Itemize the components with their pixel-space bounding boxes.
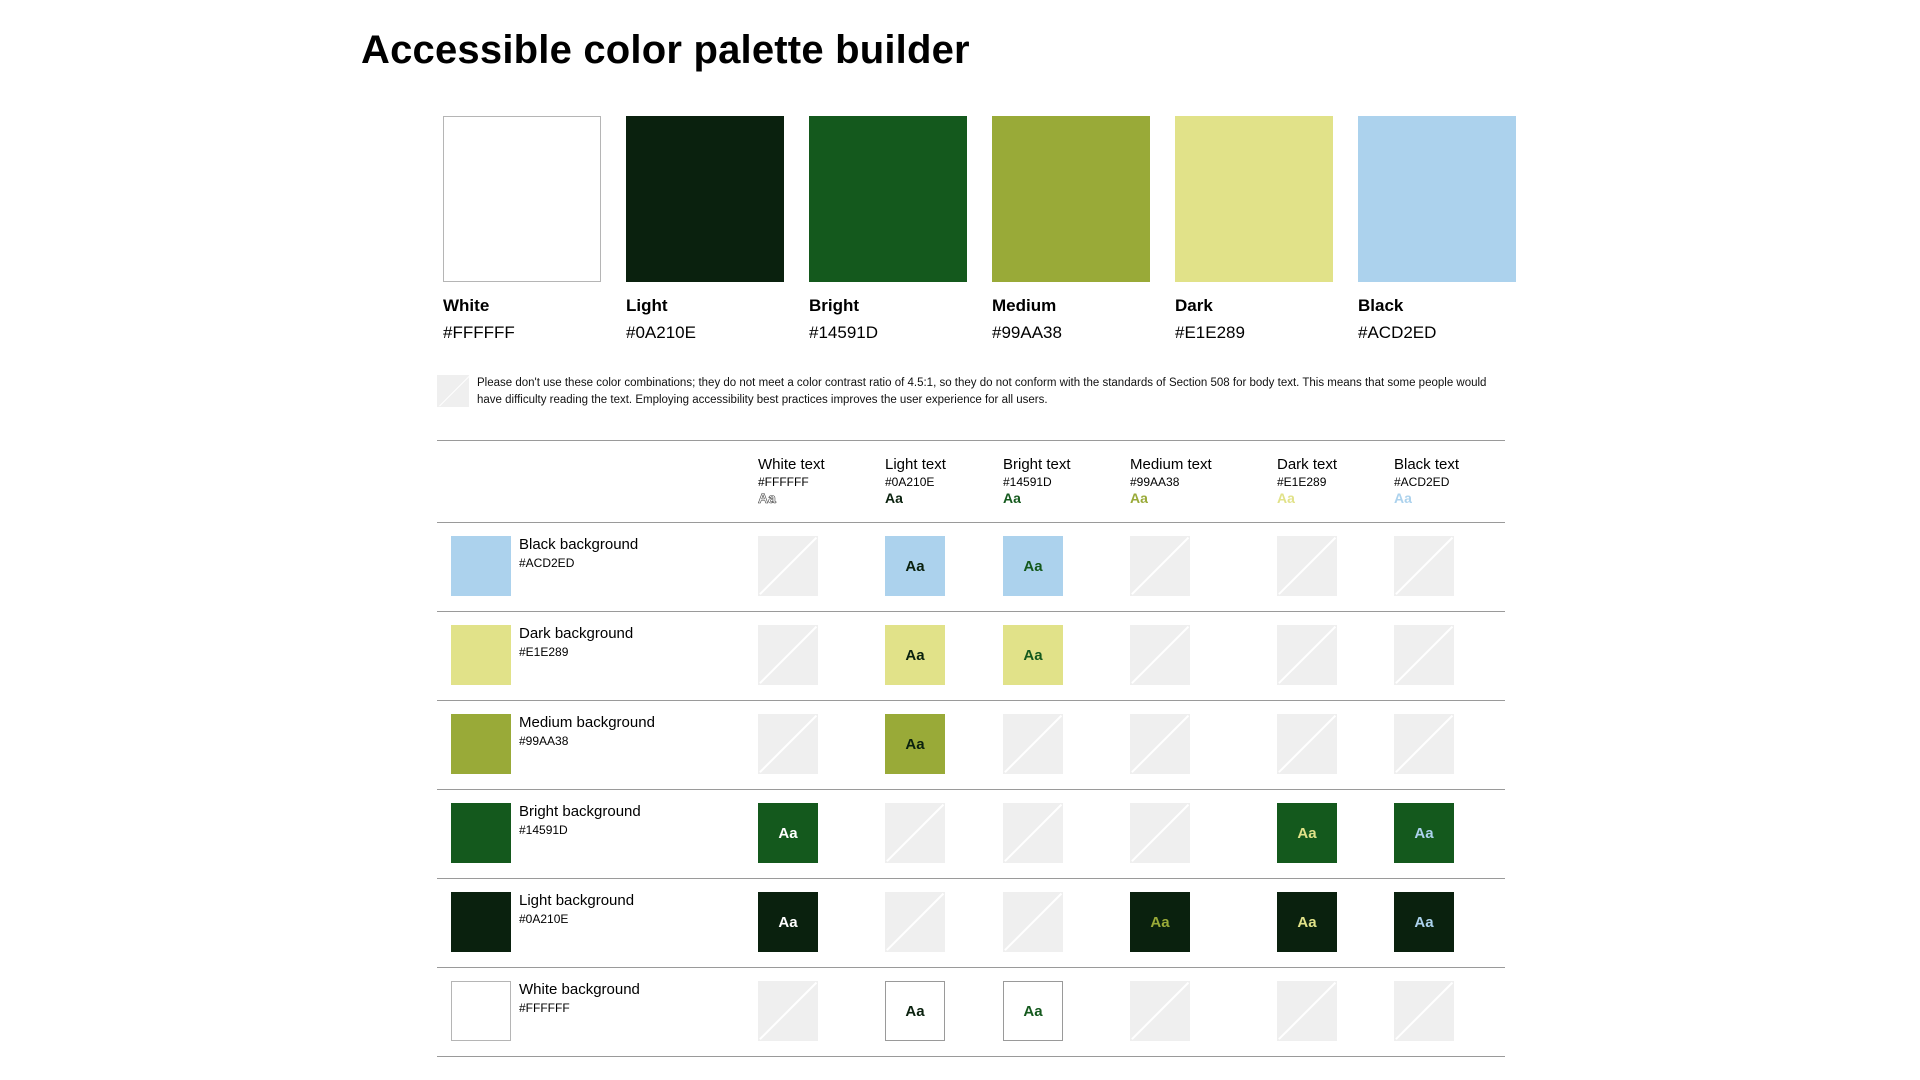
- contrast-matrix: [437, 440, 1505, 1057]
- fail-combination-icon: [1003, 803, 1063, 863]
- matrix-row-white-background: [437, 968, 1505, 1056]
- swatch-name: Bright: [809, 296, 860, 315]
- contrast-sample: Aa: [885, 714, 945, 774]
- column-header-bright-text: [1003, 456, 1071, 506]
- contrast-sample: Aa: [885, 625, 945, 685]
- row-label: [519, 803, 641, 838]
- contrast-sample: Aa: [1130, 892, 1190, 952]
- fail-combination-icon: [1277, 536, 1337, 596]
- fail-combination-icon: [758, 714, 818, 774]
- column-label: Black text: [1394, 456, 1460, 473]
- text-sample: Aa: [758, 490, 776, 506]
- column-hex: #E1E289: [1277, 475, 1327, 489]
- column-header-black-text: [1394, 456, 1459, 506]
- fail-combination-icon: [758, 536, 818, 596]
- contrast-sample: Aa: [1003, 536, 1063, 596]
- fail-combination-icon: [1130, 981, 1190, 1041]
- fail-combination-icon: [1394, 536, 1454, 596]
- background-label: Dark background: [519, 625, 634, 642]
- fail-combination-icon: [885, 803, 945, 863]
- row-label: [519, 981, 640, 1016]
- color-swatch: [992, 116, 1150, 282]
- column-label: Medium text: [1130, 456, 1212, 473]
- background-hex: #0A210E: [519, 912, 569, 926]
- row-label: [519, 625, 633, 660]
- background-hex: #14591D: [519, 823, 568, 837]
- fail-combination-icon: [1394, 714, 1454, 774]
- swatch-hex: #ACD2ED: [1358, 323, 1437, 342]
- palette-swatch-white: [443, 116, 626, 343]
- background-hex: #ACD2ED: [519, 556, 575, 570]
- matrix-header: [437, 441, 1505, 522]
- color-swatch: [626, 116, 784, 282]
- swatch-name: Light: [626, 296, 668, 315]
- contrast-sample: Aa: [758, 803, 818, 863]
- contrast-sample: Aa: [885, 981, 945, 1041]
- fail-combination-icon: [1277, 625, 1337, 685]
- fail-example-icon: [437, 375, 469, 407]
- fail-combination-icon: [1277, 714, 1337, 774]
- column-hex: #0A210E: [885, 475, 935, 489]
- matrix-body: [437, 523, 1505, 1057]
- contrast-sample: Aa: [1277, 892, 1337, 952]
- color-swatch: [1358, 116, 1516, 282]
- fail-combination-icon: [1277, 981, 1337, 1041]
- palette-swatch-dark: [1175, 116, 1358, 343]
- background-hex: #99AA38: [519, 734, 569, 748]
- palette-swatch-black: [1358, 116, 1541, 343]
- swatch-name: Dark: [1175, 296, 1213, 315]
- fail-combination-icon: [1130, 714, 1190, 774]
- text-sample: Aa: [1130, 490, 1148, 506]
- matrix-row-dark-background: [437, 612, 1505, 700]
- background-swatch: [451, 714, 511, 774]
- color-swatch: [1175, 116, 1333, 282]
- background-hex: #E1E289: [519, 645, 569, 659]
- color-swatch: [443, 116, 601, 282]
- column-label: Bright text: [1003, 456, 1071, 473]
- divider: [437, 1056, 1505, 1057]
- palette-swatches: [443, 116, 1541, 343]
- palette-swatch-bright: [809, 116, 992, 343]
- matrix-row-light-background: [437, 879, 1505, 967]
- fail-combination-icon: [758, 625, 818, 685]
- swatch-hex: #14591D: [809, 323, 879, 342]
- column-label: White text: [758, 456, 825, 473]
- matrix-row-black-background: [437, 523, 1505, 611]
- contrast-sample: Aa: [1277, 803, 1337, 863]
- background-hex: #FFFFFF: [519, 1001, 570, 1015]
- column-label: Dark text: [1277, 456, 1338, 473]
- fail-combination-icon: [1130, 625, 1190, 685]
- fail-combination-icon: [1003, 892, 1063, 952]
- fail-combination-icon: [758, 981, 818, 1041]
- column-hex: #FFFFFF: [758, 475, 809, 489]
- background-label: Medium background: [519, 714, 655, 731]
- color-swatch: [809, 116, 967, 282]
- fail-combination-icon: [1130, 536, 1190, 596]
- swatch-hex: #FFFFFF: [443, 323, 515, 342]
- column-hex: #ACD2ED: [1394, 475, 1450, 489]
- column-label: Light text: [885, 456, 946, 473]
- background-swatch: [451, 803, 511, 863]
- palette-swatch-light: [626, 116, 809, 343]
- background-swatch: [451, 536, 511, 596]
- background-swatch: [451, 892, 511, 952]
- contrast-sample: Aa: [885, 536, 945, 596]
- swatch-hex: #0A210E: [626, 323, 696, 342]
- fail-combination-icon: [1394, 625, 1454, 685]
- contrast-notice: [437, 375, 1505, 409]
- background-label: White background: [519, 981, 640, 998]
- swatch-name: Black: [1358, 296, 1404, 315]
- column-header-medium-text: [1130, 456, 1212, 506]
- row-label: [519, 892, 634, 927]
- background-label: Bright background: [519, 803, 641, 820]
- contrast-sample: Aa: [1003, 625, 1063, 685]
- column-header-dark-text: [1277, 456, 1337, 506]
- text-sample: Aa: [1003, 490, 1021, 506]
- matrix-row-medium-background: [437, 701, 1505, 789]
- text-sample: Aa: [1394, 490, 1412, 506]
- background-label: Black background: [519, 536, 639, 553]
- column-hex: #99AA38: [1130, 475, 1180, 489]
- row-label: [519, 536, 638, 571]
- contrast-sample: Aa: [1394, 803, 1454, 863]
- notice-text: Please don't use these color combinations; they do not meet a color contrast ratio of 4.5:1, so they do not conform with the standards of Section 508 for body text. This means that some people would have difficulty reading the text. Employing accessibility best practices improves the user experience for all users.: [477, 377, 1487, 406]
- background-swatch: [451, 981, 511, 1041]
- background-label: Light background: [519, 892, 635, 909]
- text-sample: Aa: [1277, 490, 1295, 506]
- swatch-name: White: [443, 296, 490, 315]
- swatch-hex: #E1E289: [1175, 323, 1245, 342]
- palette-swatch-medium: [992, 116, 1175, 343]
- fail-combination-icon: [885, 892, 945, 952]
- contrast-sample: Aa: [1003, 981, 1063, 1041]
- background-swatch: [451, 625, 511, 685]
- column-hex: #14591D: [1003, 475, 1052, 489]
- row-label: [519, 714, 655, 749]
- swatch-hex: #99AA38: [992, 323, 1062, 342]
- contrast-sample: Aa: [1394, 892, 1454, 952]
- text-sample: Aa: [885, 490, 903, 506]
- matrix-row-bright-background: [437, 790, 1505, 878]
- page-title: Accessible color palette builder: [361, 28, 970, 72]
- contrast-sample: Aa: [758, 892, 818, 952]
- swatch-name: Medium: [992, 296, 1057, 315]
- column-header-white-text: [758, 456, 825, 506]
- fail-combination-icon: [1130, 803, 1190, 863]
- fail-combination-icon: [1003, 714, 1063, 774]
- fail-combination-icon: [1394, 981, 1454, 1041]
- column-header-light-text: [885, 456, 946, 506]
